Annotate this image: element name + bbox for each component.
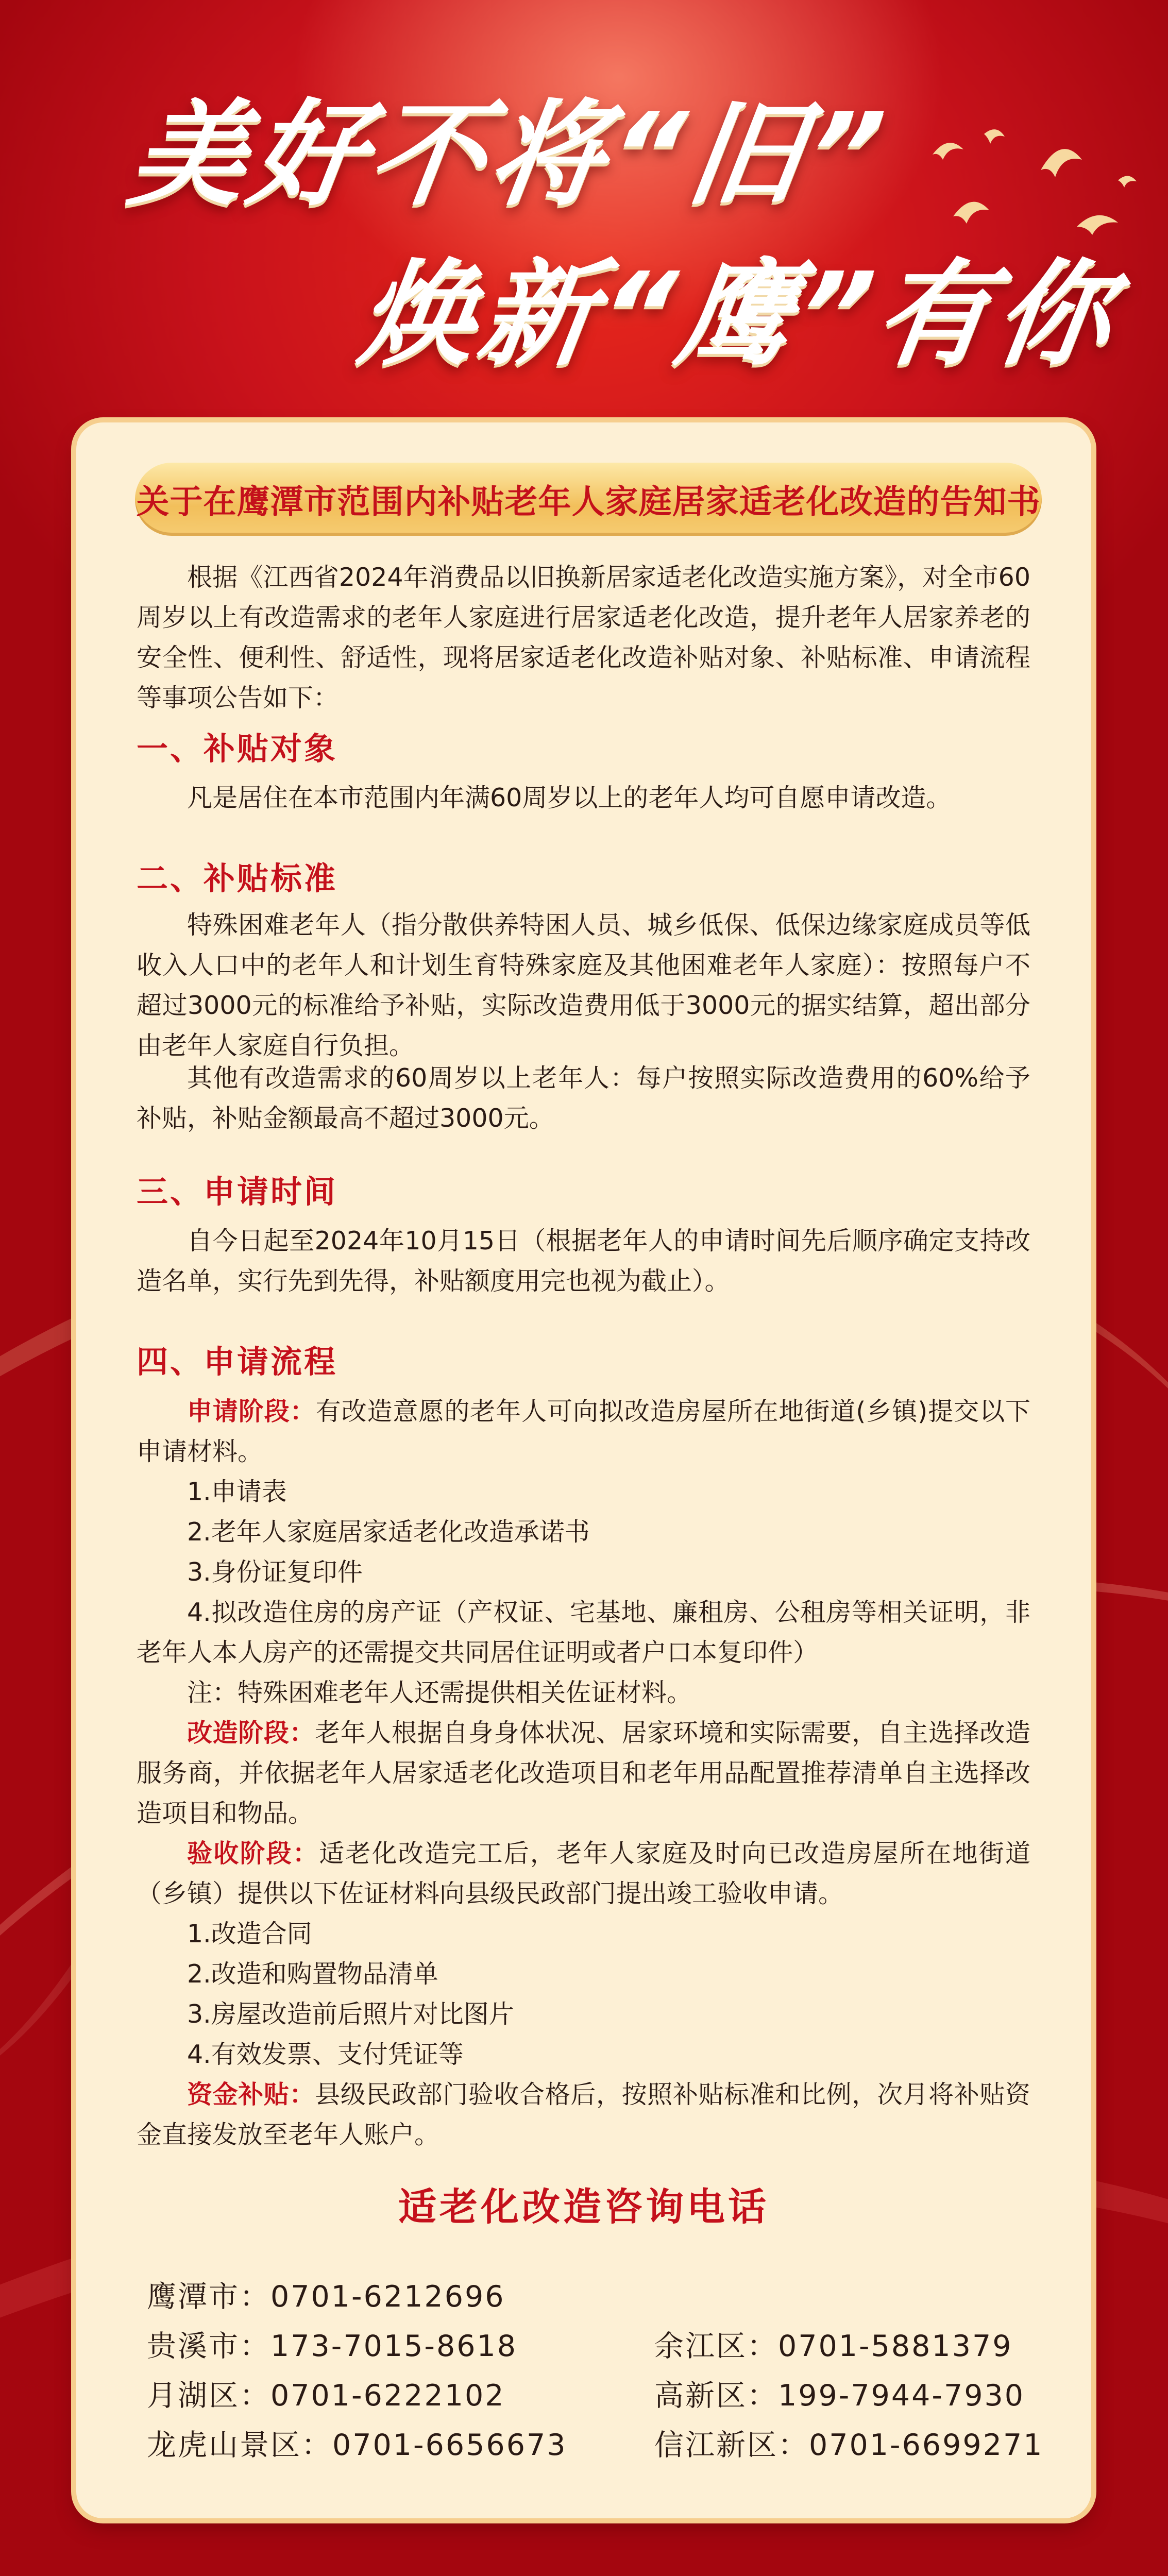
- list-item: 2.改造和购置物品清单: [187, 1959, 438, 1989]
- apply-note: 注：特殊困难老年人还需提供相关佐证材料。: [187, 1678, 692, 1707]
- list-item: 1.改造合同: [187, 1919, 312, 1948]
- apply-stage-text: 有改造意愿的老年人可向拟改造房屋所在地街道(乡镇)提交以下申请材料。: [137, 1397, 1030, 1466]
- notice-title: 关于在鹰潭市范围内补贴老年人家庭居家适老化改造的告知书: [136, 483, 1041, 521]
- list-item: 3.身份证复印件: [187, 1557, 363, 1587]
- renovate-stage-text: 老年人根据自身身体状况、居家环境和实际需要，自主选择改造服务商，并依据老年人居家适老化改造项目和老年用品配置推荐清单自主选择改造项目和物品。: [137, 1718, 1030, 1828]
- phone-longhushan: 龙虎山景区：0701-6656673: [147, 2428, 567, 2462]
- headline-line-1: 美好不将“旧”: [122, 89, 896, 222]
- standard-paragraph-1: 特殊困难老年人（指分散供养特困人员、城乡低保、低保边缘家庭成员等低收入人口中的老年人和计划生育特殊家庭及其他困难老年人家庭）：按照每户不超过3000元的标准给予补贴，实际改造费用低于3000元的据实结算，超出部分由老年人家庭自行负担。: [137, 910, 1030, 1060]
- section-heading-target: 一、补贴对象: [137, 731, 338, 767]
- list-item: 3.房屋改造前后照片对比图片: [187, 1999, 514, 2029]
- flying-birds-icon: [922, 124, 1144, 247]
- apply-stage-label: 申请阶段：: [187, 1397, 316, 1426]
- phone-yuehu: 月湖区：0701-6222102: [147, 2379, 505, 2413]
- phone-yingtan: 鹰潭市：0701-6212696: [147, 2280, 505, 2314]
- headline-line-2: 焕新“鹰”有你: [351, 248, 1126, 381]
- phone-yujiang: 余江区：0701-5881379: [654, 2329, 1013, 2363]
- fund-stage-label: 资金补贴：: [187, 2080, 315, 2109]
- renovate-stage-label: 改造阶段：: [187, 1718, 315, 1748]
- intro-paragraph: 根据《江西省2024年消费品以旧换新居家适老化改造实施方案》，对全市60周岁以上有改造需求的老年人家庭进行居家适老化改造，提升老年人居家养老的安全性、便利性、舒适性，现将居家适老化改造补贴对象、补贴标准、申请流程等事项公告如下：: [137, 563, 1030, 713]
- list-item: 1.申请表: [187, 1477, 287, 1506]
- notice-title-banner: [135, 463, 1042, 536]
- list-item: 2.老年人家庭居家适老化改造承诺书: [187, 1517, 590, 1547]
- fund-stage-text: 县级民政部门验收合格后，按照补贴标准和比例，次月将补贴资金直接发放至老年人账户。: [137, 2080, 1030, 2149]
- section-heading-process: 四、申请流程: [137, 1344, 338, 1380]
- apply-stage-paragraph: [137, 1392, 1030, 1472]
- standard-paragraph-2: 其他有改造需求的60周岁以上老年人：每户按照实际改造费用的60%给予补贴，补贴金额最高不超过3000元。: [137, 1063, 1030, 1133]
- phone-gaoxin: 高新区：199-7944-7930: [654, 2379, 1025, 2413]
- renovate-stage-paragraph: [137, 1713, 1030, 1834]
- accept-stage-text: 适老化改造完工后，老年人家庭及时向已改造房屋所在地街道（乡镇）提供以下佐证材料向县级民政部门提出竣工验收申请。: [137, 1839, 1030, 1908]
- time-paragraph: 自今日起至2024年10月15日（根据老年人的申请时间先后顺序确定支持改造名单，实行先到先得，补贴额度用完也视为截止）。: [137, 1226, 1030, 1296]
- phone-xinjiang: 信江新区：0701-6699271: [654, 2428, 1044, 2462]
- accept-stage-paragraph: [137, 1834, 1030, 1914]
- list-item: 4.拟改造住房的房产证（产权证、宅基地、廉租房、公租房等相关证明，非老年人本人房产的还需提交共同居住证明或者户口本复印件）: [137, 1598, 1030, 1667]
- target-paragraph: 凡是居住在本市范围内年满60周岁以上的老年人均可自愿申请改造。: [187, 783, 952, 812]
- fund-stage-paragraph: [137, 2075, 1030, 2155]
- accept-stage-label: 验收阶段：: [187, 1839, 319, 1868]
- hotline-title: 适老化改造咨询电话: [398, 2185, 769, 2229]
- section-heading-time: 三、申请时间: [137, 1174, 338, 1210]
- phone-guixi: 贵溪市：173-7015-8618: [147, 2329, 518, 2363]
- section-heading-standard: 二、补贴标准: [137, 860, 338, 897]
- list-item: 4.有效发票、支付凭证等: [187, 2040, 464, 2069]
